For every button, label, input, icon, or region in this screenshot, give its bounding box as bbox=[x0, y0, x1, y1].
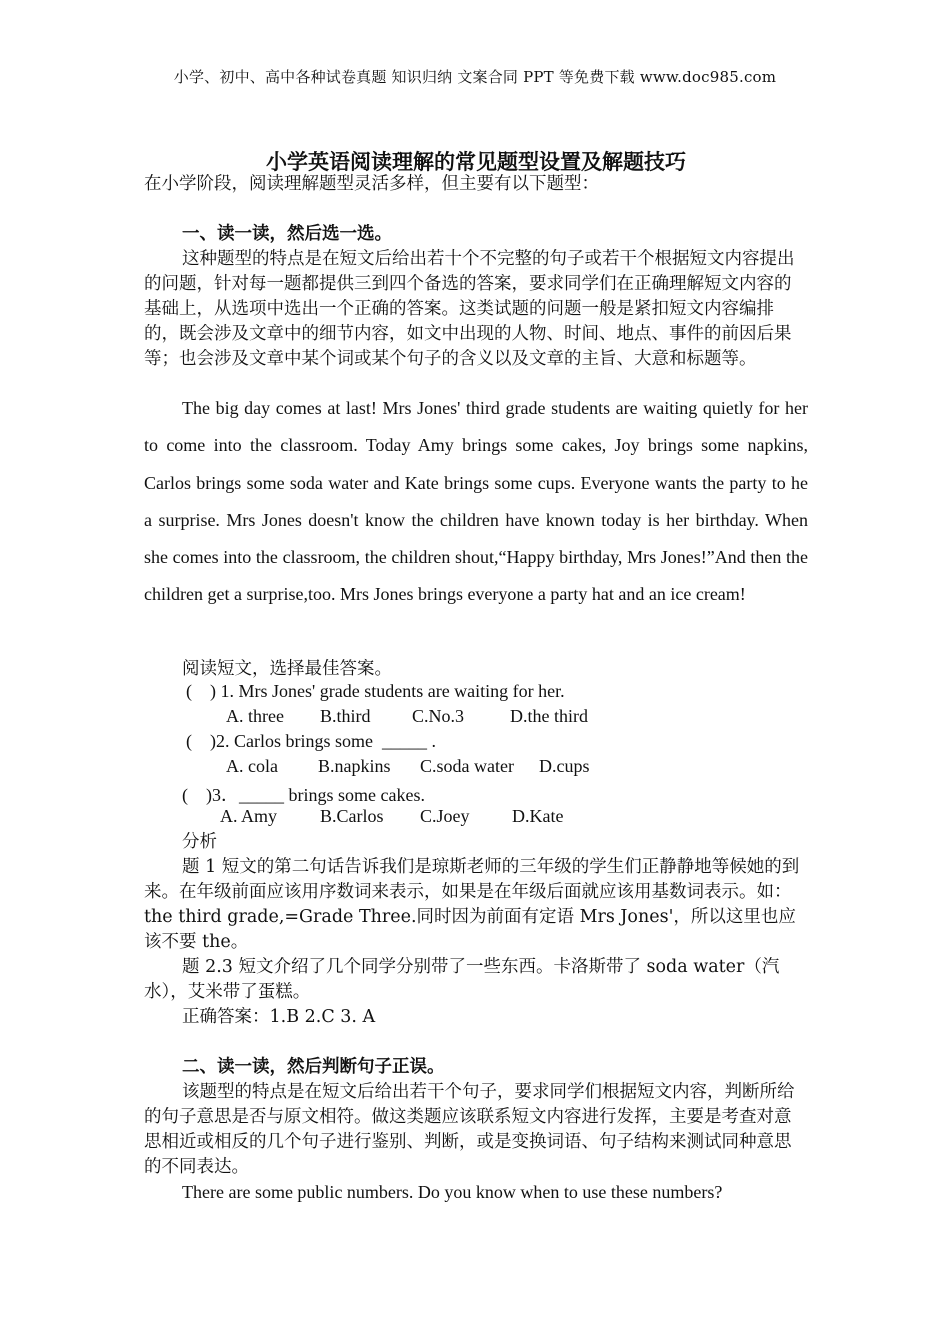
analysis-question-1: 题 1 短文的第二句话告诉我们是琼斯老师的三年级的学生们正静静地等候她的到来。在年级前面应该用序数词来表示，如果是在年级后面就应该用基数词表示。如：the third grade,=Grade Three.同时因为前面有定语 Mrs Jones'，所以这里也应该不要 the。 bbox=[144, 857, 800, 952]
section2-heading: 二、读一读，然后判断句子正误。 bbox=[182, 1057, 445, 1077]
page-header-banner: 小学、初中、高中各种试卷真题 知识归纳 文案合同 PPT 等免费下载 www.doc985.com bbox=[173, 68, 777, 86]
section2-description: 该题型的特点是在短文后给出若干个句子，要求同学们根据短文内容，判断所给的句子意思是否与原文相符。做这类题应该联系短文内容进行发挥，主要是考查对意思相近或相反的几个句子进行鉴别、判断，或是变换词语、句子结构来测试同种意思的不同表达。 bbox=[144, 1082, 795, 1177]
question-1-option-c: C.No.3 bbox=[412, 706, 465, 726]
question-3-option-c: C.Joey bbox=[420, 806, 470, 826]
question-3-stem: ( )3．_____ brings some cakes. bbox=[182, 785, 425, 805]
section2-passage-start: There are some public numbers. Do you know when to use these numbers? bbox=[182, 1182, 723, 1202]
question-1-option-b: B.third bbox=[320, 706, 371, 726]
section1-heading: 一、读一读，然后选一选。 bbox=[182, 224, 392, 244]
question-instruction: 阅读短文，选择最佳答案。 bbox=[182, 659, 392, 679]
analysis-label: 分析 bbox=[182, 832, 217, 852]
question-3-option-d: D.Kate bbox=[512, 806, 564, 826]
question-2-stem: ( )2. Carlos brings some _____ . bbox=[186, 731, 436, 751]
question-2-option-c: C.soda water bbox=[420, 756, 514, 776]
intro-text: 在小学阶段，阅读理解题型灵活多样，但主要有以下题型： bbox=[144, 174, 599, 194]
document-title: 小学英语阅读理解的常见题型设置及解题技巧 bbox=[266, 149, 686, 174]
section1-passage: The big day comes at last! Mrs Jones' third grade students are waiting quietly for her to come into the classroom. Today Amy brings some cakes, Joy brings some napkins, Carlos brings some soda water and Kate brings some cups. Everyone wants the party to he a surprise. Mrs Jones doesn't know the children have known today is her birthday. When she comes into the classroom, the children shout,“Happy birthday, Mrs Jones!”And then the children get a surprise,too. Mrs Jones brings everyone a party hat and an ice cream! bbox=[144, 398, 808, 605]
question-2-option-b: B.napkins bbox=[318, 756, 391, 776]
question-1-option-a: A. three bbox=[226, 706, 284, 726]
analysis-question-2-3: 题 2.3 短文介绍了几个同学分别带了一些东西。卡洛斯带了 soda water（汽水），艾米带了蛋糕。 bbox=[144, 957, 780, 1002]
question-1-stem: ( ) 1. Mrs Jones' grade students are waiting for her. bbox=[186, 681, 565, 701]
correct-answers: 正确答案：1.B 2.C 3. A bbox=[182, 1007, 376, 1027]
question-1-option-d: D.the third bbox=[510, 706, 588, 726]
question-3-option-a: A. Amy bbox=[220, 806, 278, 826]
section1-description: 这种题型的特点是在短文后给出若十个不完整的句子或若干个根据短文内容提出的问题，针对每一题都提供三到四个备选的答案，要求同学们在正确理解短文内容的基础上，从选项中选出一个正确的答案。这类试题的问题一般是紧扣短文内容编排的，既会涉及文章中的细节内容，如文中出现的人物、时间、地点、事件的前因后果等；也会涉及文章中某个词或某个句子的含义以及文章的主旨、大意和标题等。 bbox=[144, 249, 795, 369]
question-3-option-b: B.Carlos bbox=[320, 806, 384, 826]
question-2-option-d: D.cups bbox=[539, 756, 590, 776]
question-2-option-a: A. cola bbox=[226, 756, 278, 776]
